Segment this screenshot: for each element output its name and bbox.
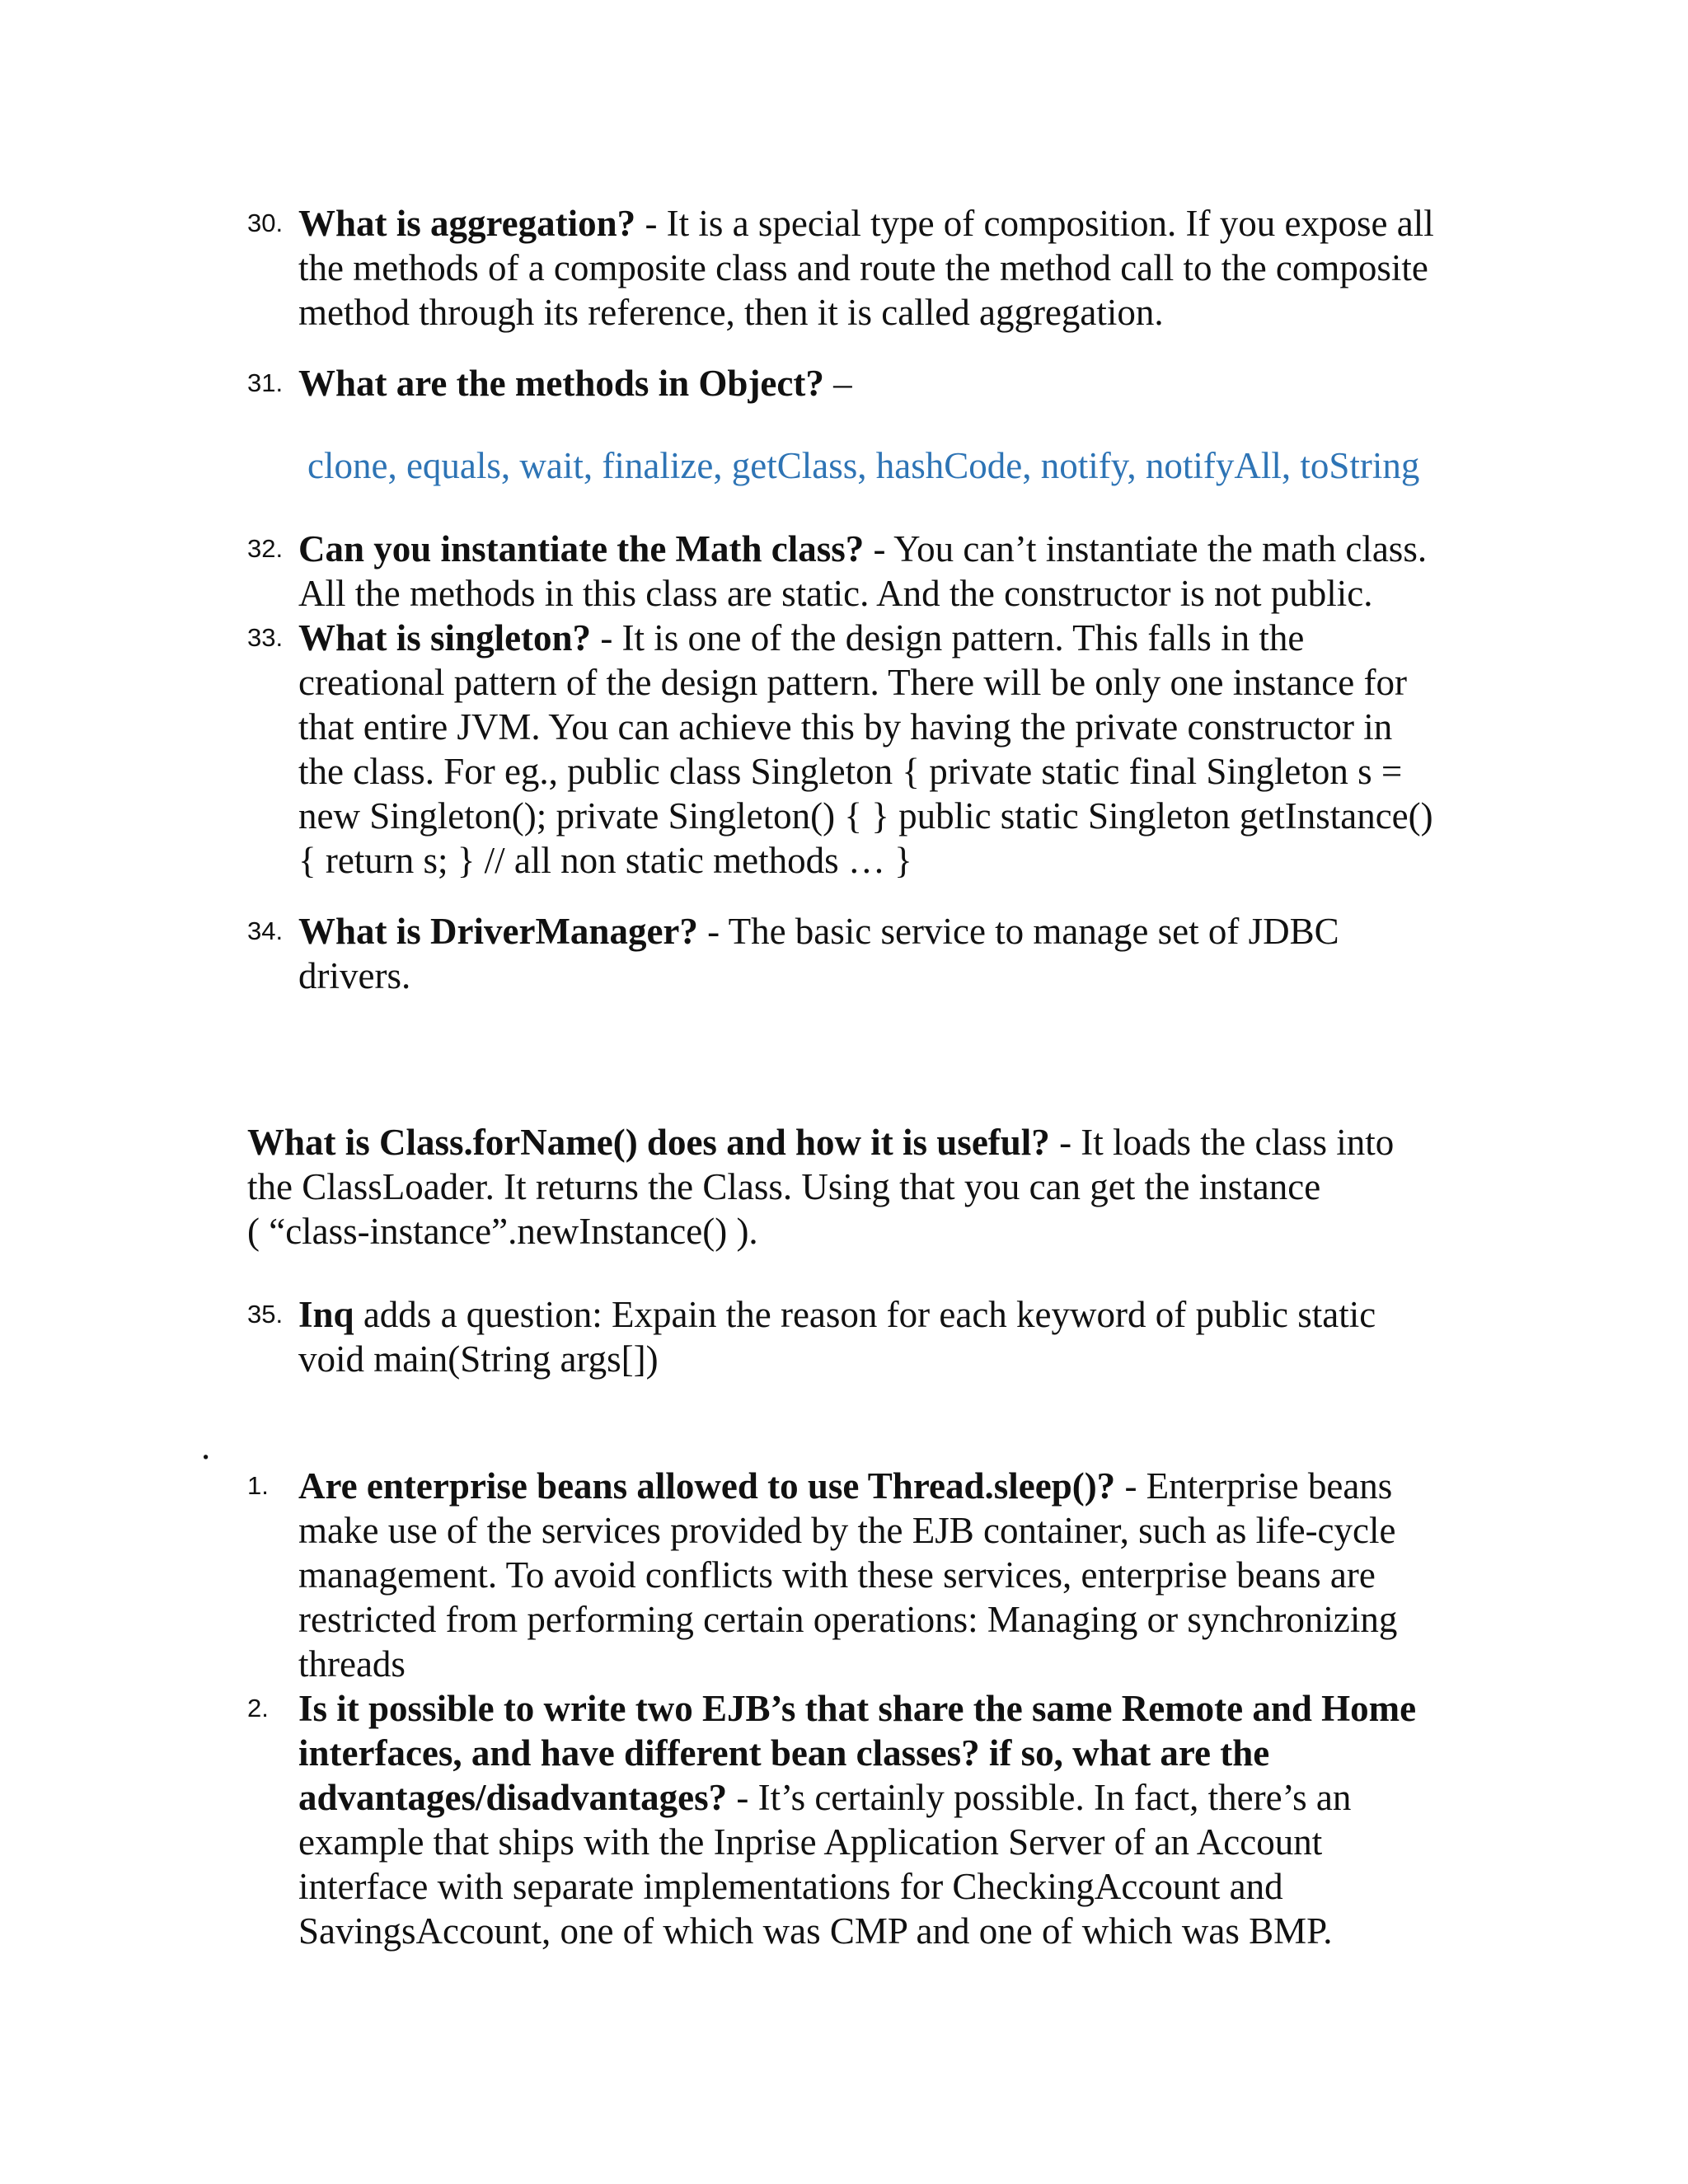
- ejb-item-2-question-1: Is it possible to write two EJB’s that share the same Remote and Home: [298, 1688, 1417, 1729]
- object-methods-list: clone, equals, wait, finalize, getClass, hashCode, notify, notifyAll, toString: [307, 445, 1420, 486]
- item-31-number: 31.: [247, 368, 284, 397]
- item-30-number: 30.: [247, 209, 284, 237]
- forname-question: What is Class.forName() does and how it is useful?: [247, 1122, 1050, 1163]
- ejb-item-1-line-4: restricted from performing certain operations: Managing or synchronizing: [298, 1599, 1398, 1640]
- item-35-line-2: void main(String args[]): [298, 1338, 659, 1380]
- ejb-item-1-line-3: management. To avoid conflicts with these services, enterprise beans are: [298, 1554, 1376, 1596]
- ejb-item-2-answer-1: - It’s certainly possible. In fact, there’s an: [727, 1777, 1352, 1818]
- ejb-item-2-line-6: SavingsAccount, one of which was CMP and one of which was BMP.: [298, 1910, 1333, 1952]
- item-31-tail: –: [823, 363, 852, 404]
- item-33-line-4: the class. For eg., public class Singleton { private static final Singleton s =: [298, 751, 1403, 792]
- item-31-line-1: [298, 361, 852, 405]
- forname-line-3: ( “class-instance”.newInstance() ).: [247, 1211, 758, 1252]
- item-32-line-2: All the methods in this class are static. And the constructor is not public.: [298, 573, 1373, 614]
- forname-line-2: the ClassLoader. It returns the Class. Using that you can get the instance: [247, 1166, 1321, 1207]
- item-32-question: Can you instantiate the Math class?: [298, 528, 865, 569]
- item-34-question: What is DriverManager?: [298, 911, 698, 952]
- item-33-number: 33.: [247, 623, 284, 652]
- item-31-question: What are the methods in Object?: [298, 363, 824, 404]
- ejb-item-1-line-1: [298, 1464, 1392, 1508]
- item-33-line-5: new Singleton(); private Singleton() { } public static Singleton getInstance(): [298, 795, 1433, 837]
- item-34-line-2: drivers.: [298, 955, 411, 996]
- ejb-item-2-line-4: example that ships with the Inprise Application Server of an Account: [298, 1821, 1323, 1863]
- item-30-line-2: the methods of a composite class and route the method call to the composite: [298, 247, 1428, 288]
- item-33-line-3: that entire JVM. You can achieve this by having the private constructor in: [298, 706, 1393, 748]
- forname-line-1: [247, 1120, 1394, 1165]
- item-33-line-2: creational pattern of the design pattern. There will be only one instance for: [298, 662, 1407, 703]
- ejb-item-2-line-5: interface with separate implementations for CheckingAccount and: [298, 1866, 1283, 1907]
- item-34-line-1: [298, 909, 1339, 954]
- item-30-answer-1: - It is a special type of composition. If you expose all: [635, 203, 1434, 244]
- stray-dot: .: [201, 1426, 211, 1467]
- item-34-number: 34.: [247, 916, 284, 945]
- item-33-line-6: { return s; } // all non static methods … }: [298, 840, 912, 881]
- ejb-item-2-number: 2.: [247, 1694, 269, 1722]
- ejb-item-1-line-5: threads: [298, 1643, 406, 1685]
- ejb-item-2-question-2: interfaces, and have different bean classes? if so, what are the: [298, 1732, 1270, 1774]
- item-33-line-1: [298, 616, 1304, 660]
- forname-answer-1: - It loads the class into: [1049, 1122, 1395, 1163]
- ejb-item-1-line-2: make use of the services provided by the EJB container, such as life-cycle: [298, 1510, 1396, 1551]
- item-35-question: Inq: [298, 1294, 354, 1335]
- item-35-answer-1: adds a question: Expain the reason for each keyword of public static: [354, 1294, 1376, 1335]
- ejb-item-1-answer-1: - Enterprise beans: [1115, 1465, 1393, 1507]
- item-34-answer-1: - The basic service to manage set of JDBC: [697, 911, 1339, 952]
- ejb-item-1-question: Are enterprise beans allowed to use Thread.sleep()?: [298, 1465, 1116, 1507]
- item-32-answer-1: - You can’t instantiate the math class.: [864, 528, 1428, 569]
- item-30-line-3: method through its reference, then it is called aggregation.: [298, 292, 1164, 333]
- ejb-item-2-question-3: advantages/disadvantages?: [298, 1777, 728, 1818]
- item-30-question: What is aggregation?: [298, 203, 636, 244]
- item-32-number: 32.: [247, 534, 284, 563]
- item-30-line-1: [298, 201, 1434, 246]
- item-35-line-1: [298, 1292, 1376, 1337]
- ejb-item-1-number: 1.: [247, 1471, 269, 1500]
- ejb-item-2-line-3: [298, 1775, 1351, 1820]
- item-33-answer-1: - It is one of the design pattern. This falls in the: [591, 617, 1305, 658]
- item-35-number: 35.: [247, 1300, 284, 1329]
- item-32-line-1: [298, 527, 1427, 571]
- item-33-question: What is singleton?: [298, 617, 592, 658]
